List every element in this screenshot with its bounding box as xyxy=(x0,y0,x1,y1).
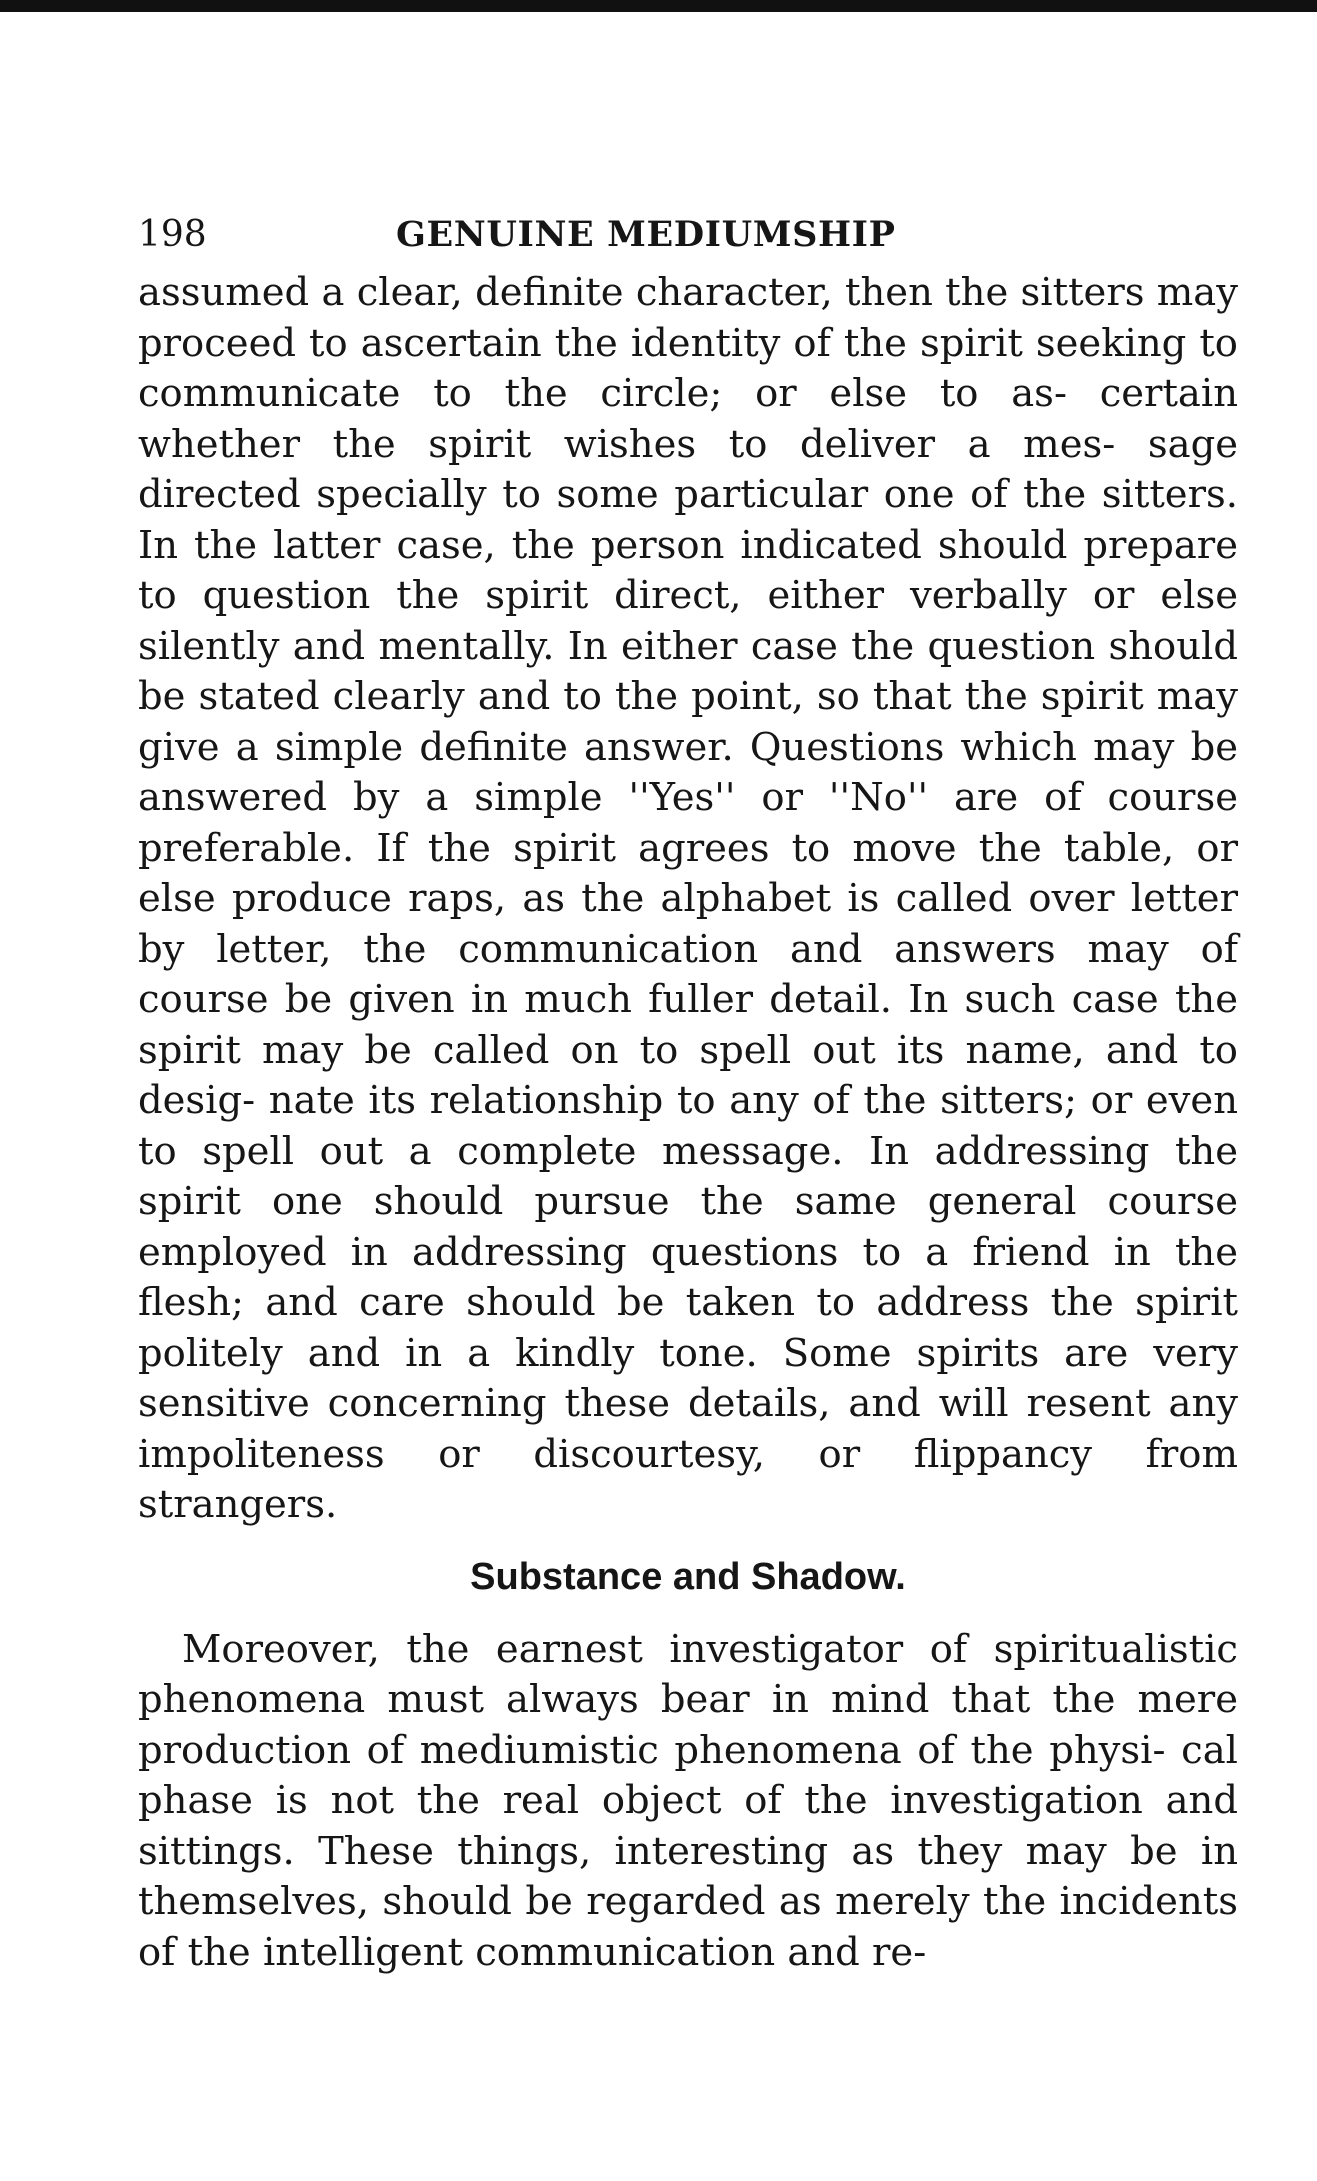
body-paragraph-2: Moreover, the earnest investigator of spiritualistic phenomena must always bear in mind that the mere production of mediumistic phenomena of the physi- cal phase is not the real object of the investigation and sittings. These things, interesting as they may be in themselves, should be regarded as merely the incidents of the intelligent communication and re- xyxy=(138,1626,1238,1975)
page-number: 198 xyxy=(138,214,207,255)
book-title: GENUINE MEDIUMSHIP xyxy=(396,214,896,255)
body-paragraph-1: assumed a clear, definite character, then the sitters may proceed to ascertain the identity of the spirit seeking to communicate to the circle; or else to as- certain whether the spirit wishes to deliver a mes- sage directed specially to some particular one of the sitters. In the latter case, the person indicated should prepare to question the spirit direct, either verbally or else silently and mentally. In either case the question should be stated clearly and to the point, so that the spirit may give a simple definite answer. Questions which may be answered by a simple ''Yes'' or ''No'' are of course preferable. If the spirit agrees to move the table, or else produce raps, as the alphabet is called over letter by letter, the communication and answers may of course be given in much fuller detail. In such case the spirit may be called on to spell out its name, and to desig- nate its relationship to any of the sitters; or even to spell out a complete message. In addressing the spirit one should pursue the same general course employed in addressing questions to a friend in the flesh; and care should be taken to address the spirit politely and in a kindly tone. Some spirits are very sensitive concerning these details, and will resent any impoliteness or discourtesy, or flippancy from strangers. xyxy=(138,270,1238,1527)
running-head xyxy=(138,210,1238,260)
book-page xyxy=(138,210,1238,1978)
section-heading: Substance and Shadow. xyxy=(470,1555,906,1598)
top-edge-rule xyxy=(0,0,1317,12)
